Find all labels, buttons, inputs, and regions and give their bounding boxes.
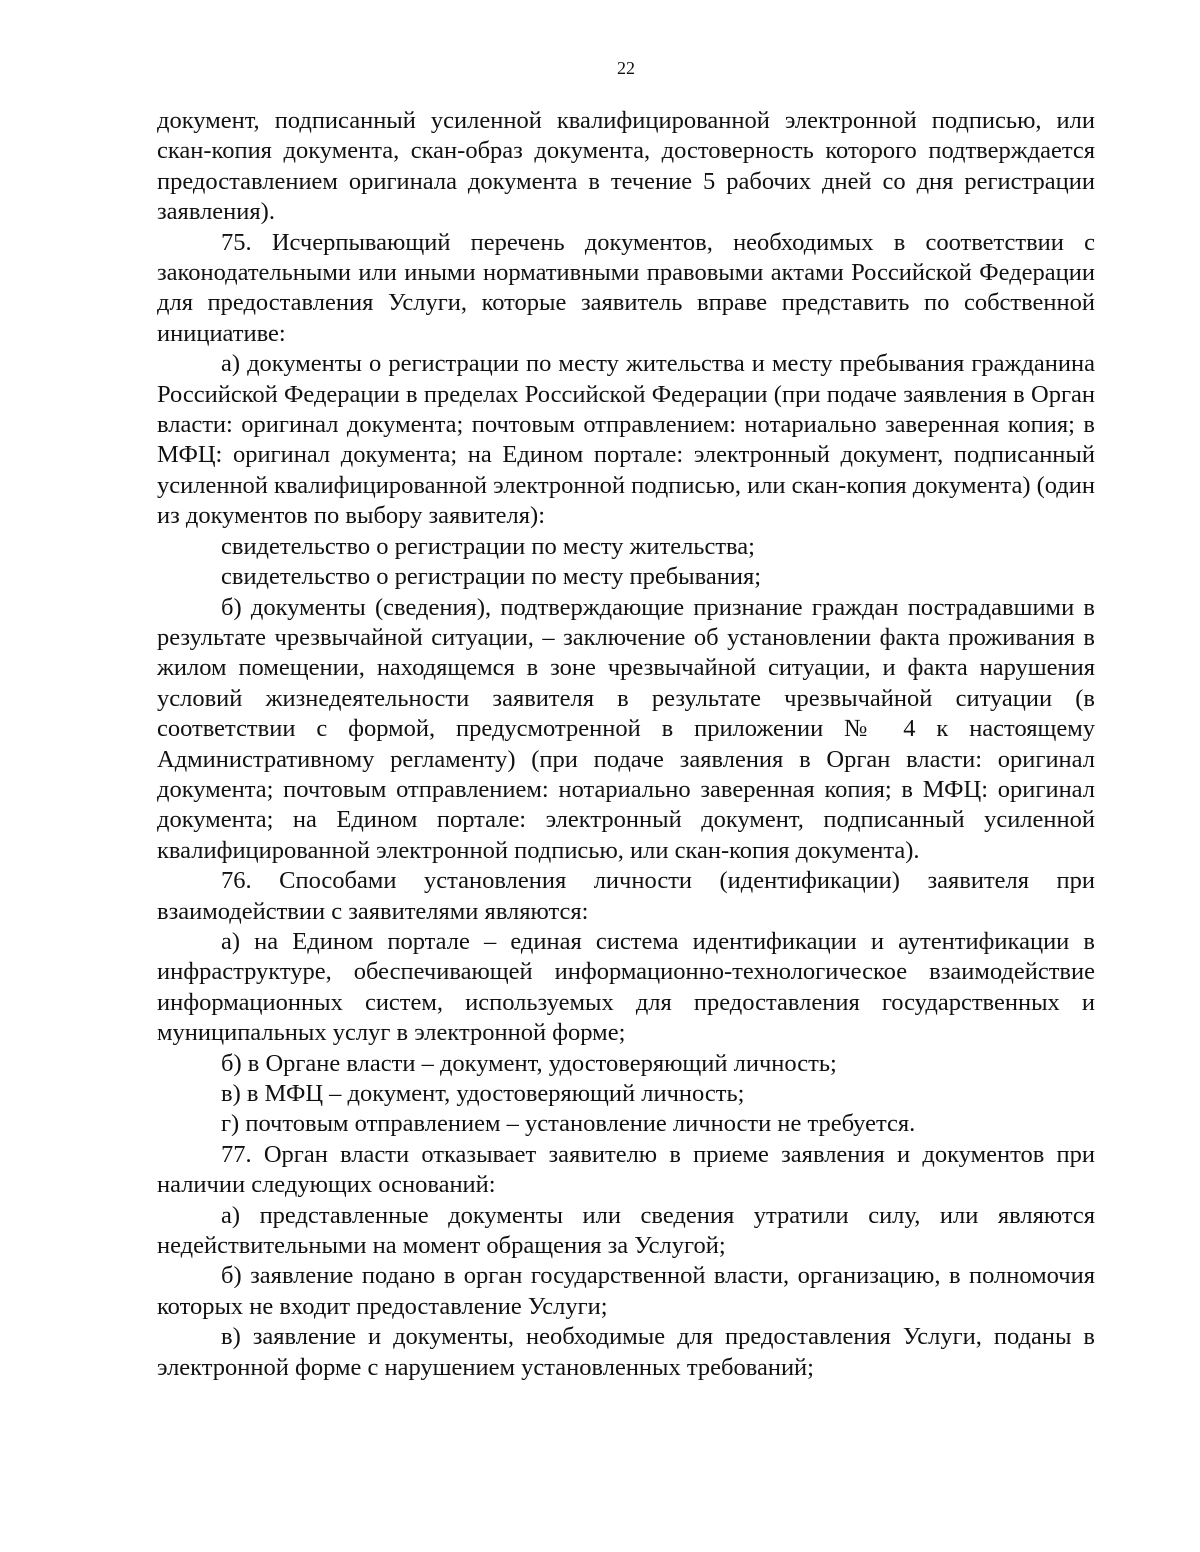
paragraph-76-v: в) в МФЦ – документ, удостоверяющий личность;: [221, 1080, 745, 1107]
paragraph-continuation: документ, подписанный усиленной квалифицированной электронной подписью, или скан-копия документа, скан-образ документа, достоверность которого подтверждается предоставлением оригинала документа в течение 5 рабочих дней со дня регистрации заявления).: [157, 107, 1095, 226]
paragraph-77-a: а) представленные документы или сведения утратили силу, или являются недействительными на момент обращения за Услугой;: [157, 1201, 1095, 1260]
document-body: [157, 106, 1095, 1383]
paragraph-77-b: б) заявление подано в орган государственной власти, организацию, в полномочия которых не входит предоставление Услуги;: [157, 1262, 1095, 1320]
paragraph-item-77: 77. Орган власти отказывает заявителю в приеме заявления и документов при наличии следующих оснований:: [157, 1140, 1095, 1199]
paragraph-75-b: б) документы (сведения), подтверждающие признание граждан пострадавшими в результате чрезвычайной ситуации, – заключение об установлении факта проживания в жилом помещении, находящемся в зоне чрезвычайной ситуации, и факта нарушения условий жизнедеятельности заявителя в результате чрезвычайной ситуации (в соответствии с формой, предусмотренной в приложении № 4 к настоящему Административному регламенту) (при подаче заявления в Орган власти: оригинал документа; почтовым отправлением: нотариально заверенная копия; в МФЦ: оригинал документа; на Едином портале: электронный документ, подписанный усиленной квалифицированной электронной подписью, или скан-копия документа).: [157, 593, 1095, 864]
paragraph-76-g: г) почтовым отправлением – установление личности не требуется.: [221, 1110, 916, 1138]
paragraph-item-76: 76. Способами установления личности (идентификации) заявителя при взаимодействии с заявителями являются:: [157, 867, 1095, 925]
paragraph-77-v: в) заявление и документы, необходимые для предоставления Услуги, поданы в электронной форме с нарушением установленных требований;: [157, 1323, 1095, 1381]
paragraph-item-75: 75. Исчерпывающий перечень документов, необходимых в соответствии с законодательными или иными нормативными правовыми актами Российской Федерации для предоставления Услуги, которые заявитель вправе представить по собственной инициативе:: [157, 228, 1095, 347]
paragraph-76-b: б) в Органе власти – документ, удостоверяющий личность;: [221, 1049, 837, 1077]
paragraph-75-a-stay: свидетельство о регистрации по месту пребывания;: [221, 563, 762, 591]
paragraph-76-a: а) на Едином портале – единая система идентификации и аутентификации в инфраструктуре, обеспечивающей информационно-технологическое взаимодействие информационных систем, используемых для предоставления государственных и муниципальных услуг в электронной форме;: [157, 927, 1095, 1047]
paragraph-75-a-residence: свидетельство о регистрации по месту жительства;: [221, 532, 755, 560]
page-number: 22: [617, 58, 635, 78]
paragraph-75-a: а) документы о регистрации по месту жительства и месту пребывания гражданина Российской Федерации в пределах Российской Федерации (при подаче заявления в Орган власти: оригинал документа; почтовым отправлением: нотариально заверенная копия; в МФЦ: оригинал документа; на Едином портале: электронный документ, подписанный усиленной квалифицированной электронной подписью, или скан-копия документа) (один из документов по выбору заявителя):: [157, 350, 1095, 530]
